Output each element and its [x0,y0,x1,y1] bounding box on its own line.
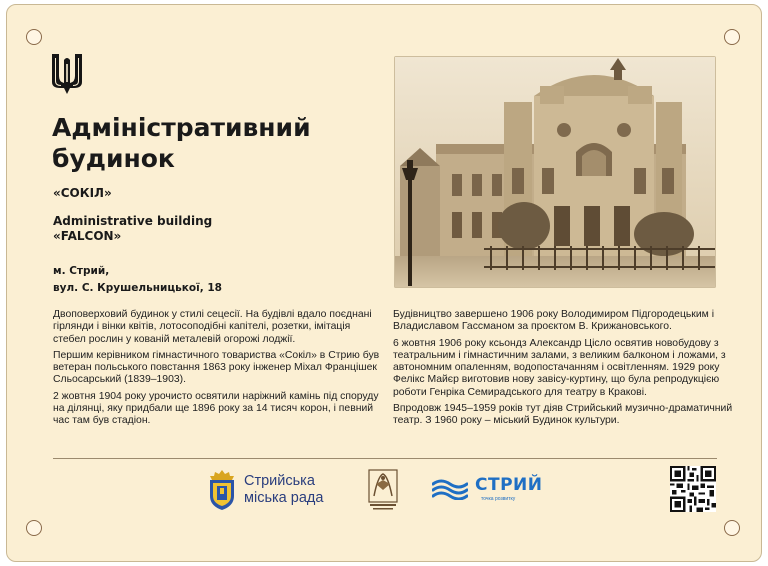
address [53,263,222,297]
paragraph: 6 жовтня 1906 року ксьондз Александр Цісло освятив новобудову з театральним і гімнастичним залами, з великим балконом і ложами, з автономним опаленням, водопостачанням і освітленням. 1929 року Фелікс Майєр виготовив нову завісу-куртину, що була репродукцією роботи Генріка Семирадського для театру в Кракові. [393,337,726,398]
qr-code-icon[interactable] [670,466,716,512]
page-title: Адміністративний будинок [52,113,311,173]
historic-photo [394,56,716,288]
council-line-1: Стрийська [244,473,315,489]
mounting-hole-bottom-left [26,520,42,536]
divider [53,458,717,459]
address-city: м. Стрий, [53,265,110,277]
description-column-left [53,309,383,432]
mounting-hole-top-left [26,29,42,45]
building-name-ua: «СОКІЛ» [53,186,112,200]
sokil-emblem-icon [366,466,400,512]
paragraph: Впродовж 1945–1959 років тут діяв Стрийський музично-драматичний театр. З 1960 року – міський Будинок культури. [393,403,733,427]
paragraph: Першим керівником гімнастичного товариства «Сокіл» в Стрию був ветеран польського повстання 1863 року інженер Міхал Францішек Сльосарський (1839–1903). [53,349,380,386]
council-line-2: міська рада [244,490,324,506]
waves-logo-icon [432,476,468,500]
trident-icon [50,52,84,96]
city-council-label [244,473,323,507]
title-en-line-1: Administrative building [53,214,213,228]
description-column-right [393,309,733,432]
title-en-line-2: «FALCON» [53,229,122,243]
city-crest-icon [206,470,238,510]
brand-tagline: точка розвитку [481,496,516,502]
paragraph: 2 жовтня 1904 року урочисто освятили наріжний камінь під споруду на ділянці, яку придбали ще 1896 року за 14 тисяч корон, і певний час там був стадіон. [53,390,379,427]
building-title-en [53,214,212,244]
paragraph: Будівництво завершено 1906 року Володимиром Підгородецьким і Владиславом Гассманом за проєктом В. Крижановського. [393,309,714,333]
address-street: вул. С. Крушельницької, 18 [53,282,222,294]
paragraph: Двоповерховий будинок у стилі сецесії. На будівлі вдало поєднані гірлянди і вінки квітів, лотосоподібні капітелі, розетки, імітація стебел рослин у кованій металевій огорожі лоджії. [53,309,372,345]
mounting-hole-top-right [724,29,740,45]
mounting-hole-bottom-right [724,520,740,536]
brand-name: СТРИЙ [475,475,543,495]
